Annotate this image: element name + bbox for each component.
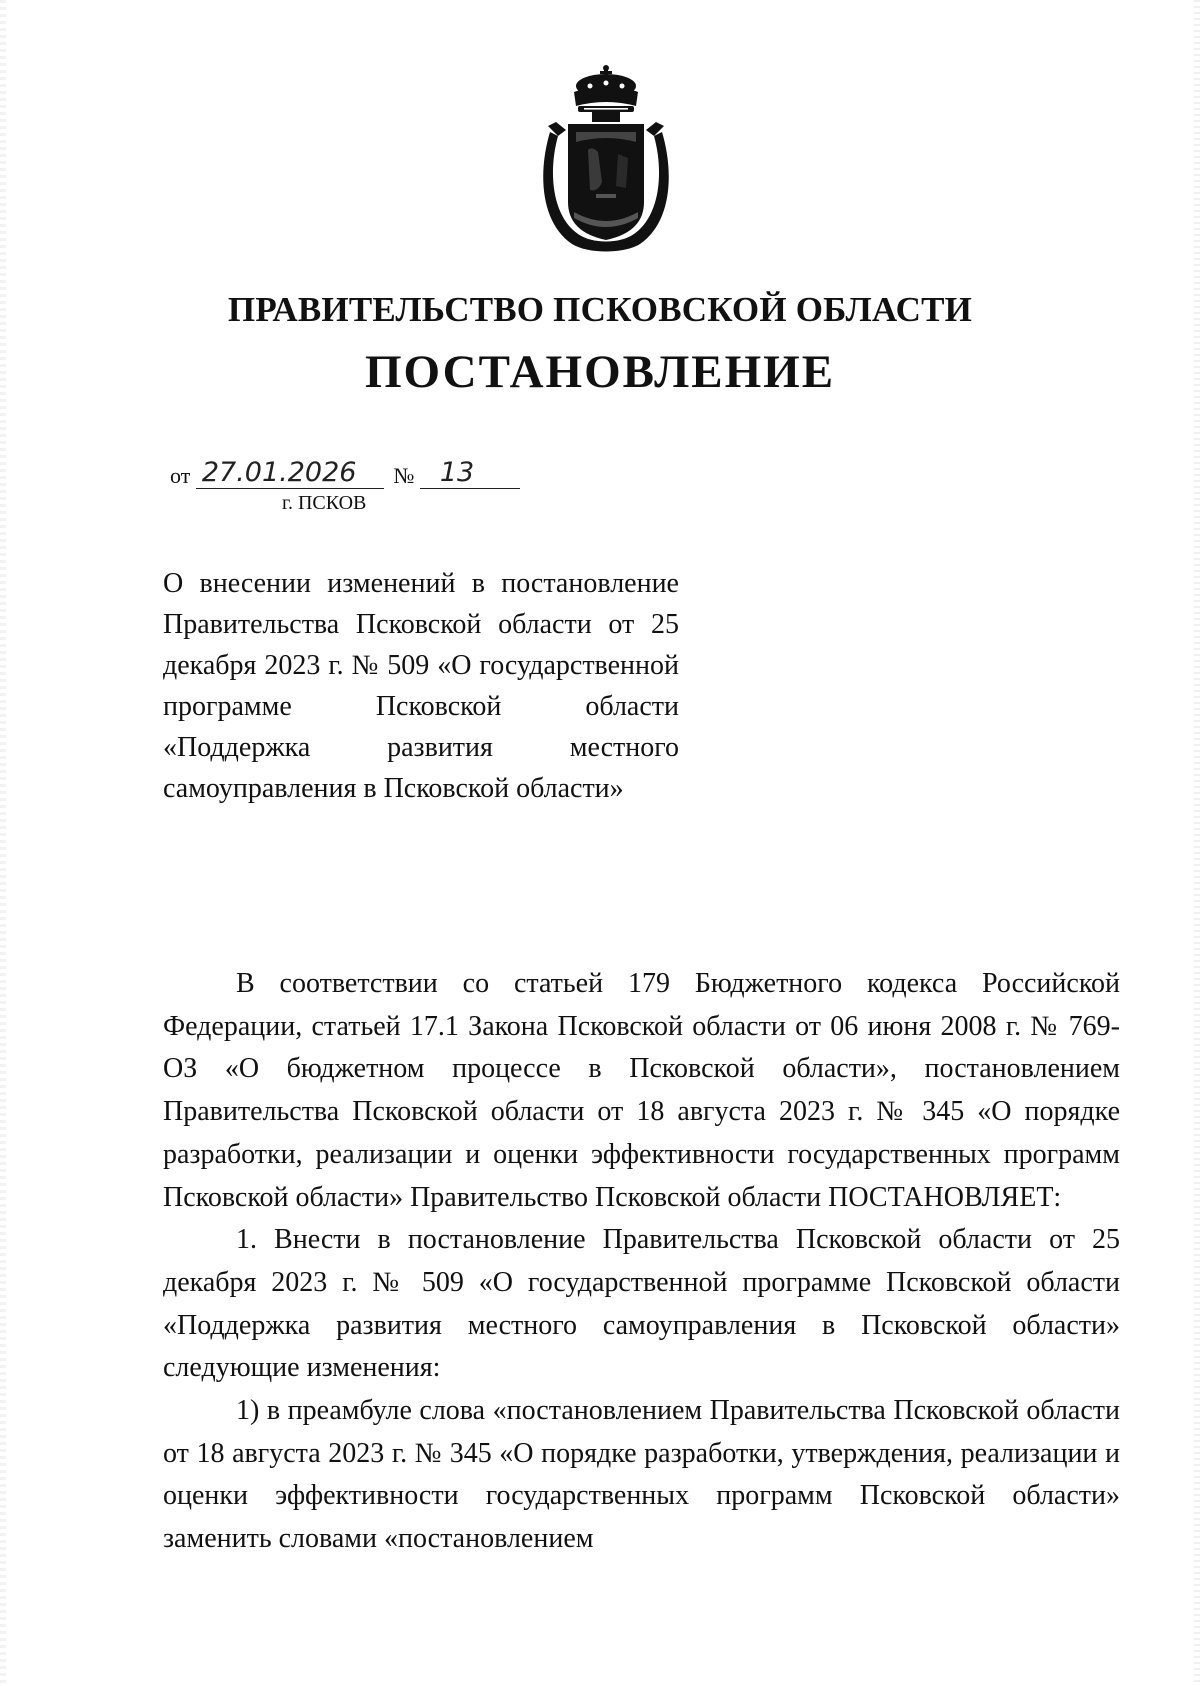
item-1-paragraph: 1. Внести в постановление Правительства Псковской области от 25 декабря 2023 г. № 509 «О государственной программе Псковской области «Поддержка развития местного самоуправления в Псковской области» следующие изменения: — [163, 1224, 1120, 1384]
coat-of-arms-icon — [528, 62, 684, 258]
scan-edge-right — [1194, 0, 1200, 1686]
registration-line — [170, 458, 520, 492]
document-body — [163, 963, 1120, 1561]
item-1-1-paragraph: 1) в преамбуле слова «постановлением Правительства Псковской области от 18 августа 2023 г. № 345 «О порядке разработки, утверждения, реализации и оценки эффективности государственных программ Псковской области» заменить словами «постановлением — [163, 1395, 1120, 1555]
scan-edge-left — [0, 0, 6, 1686]
organization-title: ПРАВИТЕЛЬСТВО ПСКОВСКОЙ ОБЛАСТИ — [227, 290, 973, 329]
preamble-paragraph: В соответствии со статьей 179 Бюджетного кодекса Российской Федерации, статьей 17.1 Закона Псковской области от 06 июня 2008 г. № 769-ОЗ «О бюджетном процессе в Псковской области», постановлением Правительства Псковской области от 18 августа 2023 г. № 345 «О порядке разработки, реализации и оценки эффективности государственных программ Псковской области» Правительство Псковской области ПОСТАНОВЛЯЕТ: — [163, 968, 1120, 1213]
document-subject: О внесении изменений в постановление Правительства Псковской области от 25 декабря 2023 г. № 509 «О государственной программе Псковской области «Поддержка развития местного самоуправления в Псковской области» — [163, 568, 679, 804]
date-label: от — [170, 463, 191, 488]
city-label: г. ПСКОВ — [282, 492, 367, 514]
handwritten-date: 27.01.2026 — [196, 458, 384, 489]
number-label: № — [393, 463, 415, 488]
document-type-title: ПОСТАНОВЛЕНИЕ — [364, 346, 836, 398]
handwritten-number: 13 — [420, 458, 520, 489]
